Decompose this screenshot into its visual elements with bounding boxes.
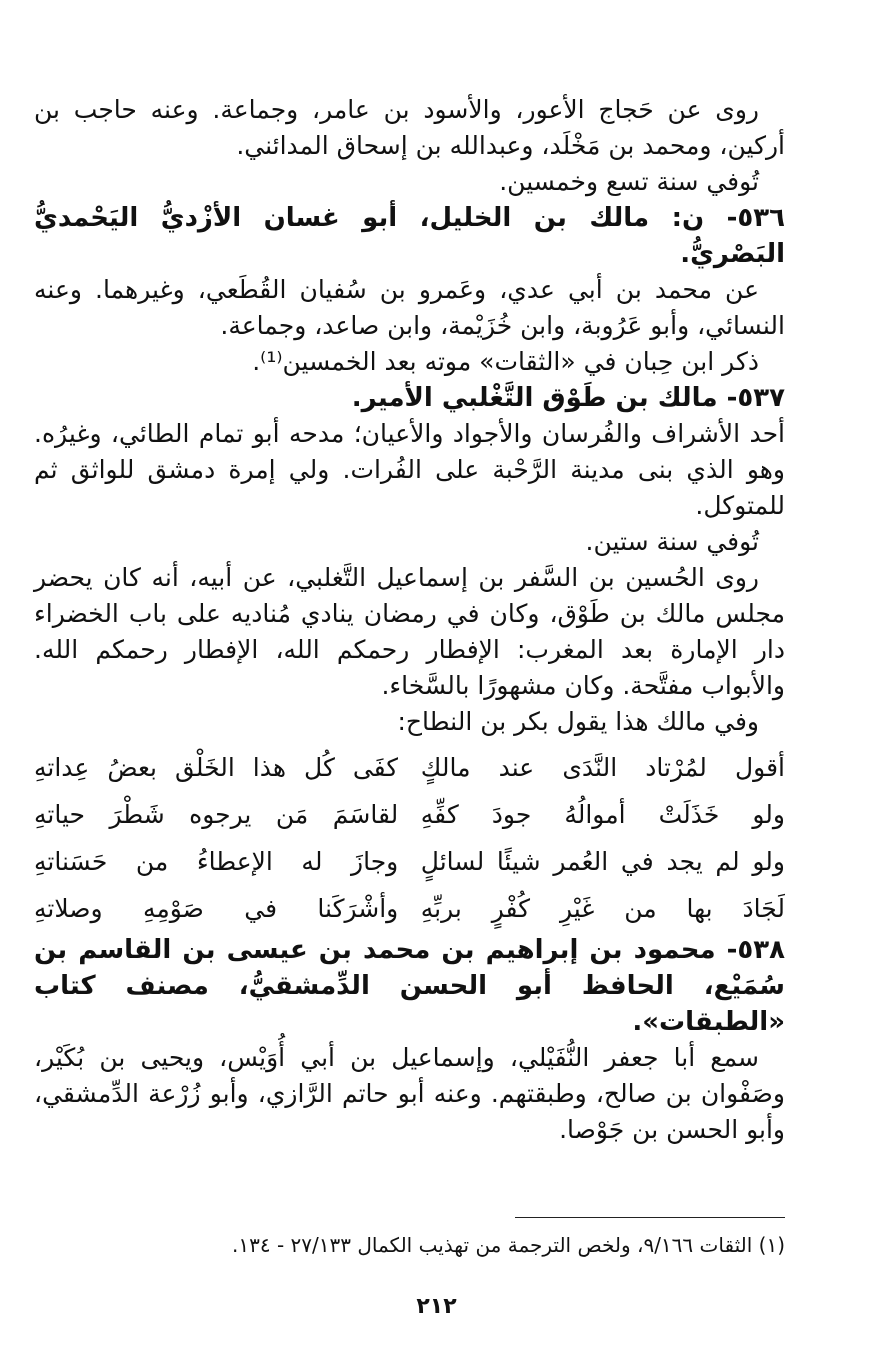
paragraph-death-year: تُوفي سنة تسع وخمسين. bbox=[499, 167, 759, 196]
entry-536-heading: ٥٣٦- ن: مالك بن الخليل، أبو غسان الأزْديُّ اليَحْمديُّ البَصْريُّ. bbox=[34, 203, 785, 269]
entry-537-story: روى الحُسين بن السَّفر بن إسماعيل التَّغلبي، عن أبيه، أنه كان يحضر مجلس مالك بن طَوْق، وكان في رمضان ينادي مُناديه على باب الخضراء دار الإمارة بعد المغرب: الإفطار رحمكم الله، الإفطار رحمكم الله. والأبواب مفتَّحة. وكان مشهورًا بالسَّخاء. bbox=[34, 563, 785, 700]
entry-537-heading: ٥٣٧- مالك بن طَوْق التَّغْلبي الأمير. bbox=[351, 383, 785, 413]
poem-line bbox=[34, 885, 785, 932]
footnote-divider bbox=[515, 1217, 785, 1218]
poem-hemistich-right: ولو لم يجد في العُمر شيئًا لسائلٍ bbox=[420, 847, 785, 876]
entry-536-text: عن محمد بن أبي عدي، وعَمرو بن سُفيان القُطَعي، وغيرهما. وعنه النسائي، وأبو عَرُوبة، وابن خُزَيْمة، وابن صاعد، وجماعة. bbox=[34, 275, 785, 340]
poem-hemistich-left: وأشْرَكَنا في صَوْمِهِ وصلاتهِ bbox=[34, 894, 399, 923]
poem-hemistich-right: لَجَادَ بها من غَيْرِ كُفْرٍ بربِّهِ bbox=[420, 894, 785, 923]
entry-537-text: أحد الأشراف والفُرسان والأجواد والأعيان؛ مدحه أبو تمام الطائي، وغيرُه. وهو الذي بنى مدينة الرَّحْبة على الفُرات. ولي إمرة دمشق للواثق ثم للمتوكل. bbox=[34, 419, 785, 520]
poem-line bbox=[34, 838, 785, 885]
main-text-column bbox=[34, 92, 785, 1148]
poem-hemistich-right: أقول لمُرْتاد النَّدَى عند مالكٍ bbox=[420, 753, 785, 782]
poem-hemistich-left: وجازَ له الإعطاءُ من حَسَناتهِ bbox=[34, 847, 399, 876]
entry-537-death: تُوفي سنة ستين. bbox=[585, 527, 759, 556]
entry-536-note: ذكر ابن حِبان في «الثقات» موته بعد الخمسين⁽¹⁾. bbox=[252, 347, 759, 376]
poem-hemistich-left: لقاسَمَ مَن يرجوه شَطْرَ حياتهِ bbox=[34, 800, 399, 829]
paragraph-narrators: روى عن حَجاج الأعور، والأسود بن عامر، وجماعة. وعنه حاجب بن أركين، ومحمد بن مَخْلَد، وعبدالله بن إسحاق المدائني. bbox=[34, 95, 785, 160]
poem-hemistich-left: كفَى كُل هذا الخَلْق بعضُ عِداتهِ bbox=[34, 753, 399, 782]
entry-537-poem-intro: وفي مالك هذا يقول بكر بن النطاح: bbox=[397, 707, 759, 736]
poem bbox=[34, 744, 785, 932]
entry-538-heading: ٥٣٨- محمود بن إبراهيم بن محمد بن عيسى بن القاسم بن سُمَيْع، الحافظ أبو الحسن الدِّمشقيُّ، مصنف كتاب «الطبقات». bbox=[34, 935, 785, 1037]
page-number: ٢١٢ bbox=[416, 1294, 457, 1319]
poem-line bbox=[34, 744, 785, 791]
poem-line bbox=[34, 791, 785, 838]
poem-hemistich-right: ولو خَذَلَتْ أموالُهُ جودَ كفِّهِ bbox=[420, 800, 785, 829]
footnote bbox=[34, 1230, 785, 1260]
footnote-marker: (١) bbox=[758, 1233, 785, 1257]
entry-538-text: سمع أبا جعفر النُّفَيْلي، وإسماعيل بن أبي أُوَيْس، ويحيى بن بُكَيْر، وصَفْوان بن صالح، وطبقتهم. وعنه أبو حاتم الرَّازي، وأبو زُرْعة الدِّمشقي، وأبو الحسن بن جَوْصا. bbox=[34, 1043, 785, 1144]
footnote-text: الثقات ٩/١٦٦، ولخص الترجمة من تهذيب الكمال ٢٧/١٣٣ - ١٣٤. bbox=[232, 1233, 753, 1257]
